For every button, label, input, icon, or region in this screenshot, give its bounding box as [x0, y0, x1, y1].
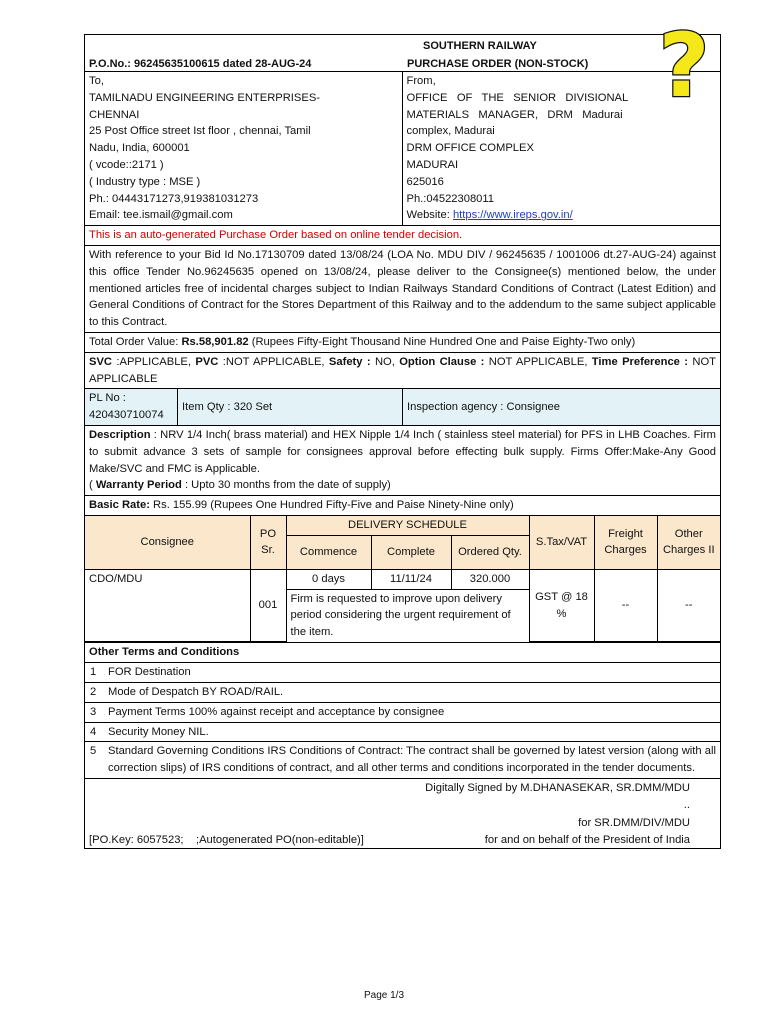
time-preference-value: NOT APPLICABLE: [89, 355, 716, 385]
to-line: To,: [89, 75, 104, 87]
header-ordered-qty: Ordered Qty.: [451, 535, 529, 569]
cell-complete: 11/11/24: [371, 569, 451, 589]
cell-consignee: CDO/MDU: [85, 569, 250, 642]
cell-stax: GST @ 18 %: [529, 569, 594, 642]
header-delivery-schedule: DELIVERY SCHEDULE: [286, 516, 529, 535]
auto-generated-notice: This is an auto-generated Purchase Order based on online tender decision.: [84, 226, 721, 246]
term-item: [84, 703, 721, 723]
svg-text:?: ?: [658, 20, 710, 110]
term-item: [84, 663, 721, 683]
pvc-value: :NOT APPLICABLE,: [218, 355, 329, 368]
warranty-text: : Upto 30 months from the date of supply): [181, 479, 391, 492]
item-quantity: Item Qty : 320 Set: [178, 389, 403, 425]
term-text: Security Money NIL.: [108, 725, 209, 738]
clauses-row: [84, 353, 721, 390]
total-label: Total Order Value:: [89, 335, 182, 348]
cell-commence: 0 days: [286, 569, 371, 589]
total-words: (Rupees Fifty-Eight Thousand Nine Hundred One and Paise Eighty-Two only): [248, 335, 636, 348]
question-mark-icon: [646, 20, 716, 110]
table-row: [85, 569, 720, 589]
term-number: 5: [90, 745, 97, 758]
po-key: [PO.Key: 6057523; ;Autogenerated PO(non-editable)]: [89, 833, 364, 846]
to-address: [85, 72, 403, 225]
option-clause-value: NOT APPLICABLE,: [484, 355, 592, 368]
time-preference-label: Time Preference :: [591, 355, 688, 368]
website-label: Website:: [406, 209, 453, 222]
header-complete: Complete: [371, 535, 451, 569]
to-line: CHENNAI: [89, 108, 140, 121]
po-number: P.O.No.: 96245635100615 dated 28-AUG-24: [89, 58, 312, 70]
pl-row: [84, 389, 721, 426]
header-po-sr: PO Sr.: [250, 516, 286, 569]
term-item: [84, 683, 721, 703]
term-text: FOR Destination: [108, 666, 191, 679]
safety-value: NO,: [370, 355, 400, 368]
term-number: 4: [90, 725, 97, 738]
cell-other-charges: --: [657, 569, 720, 642]
to-line: TAMILNADU ENGINEERING ENTERPRISES-: [89, 91, 321, 104]
basic-rate: [84, 496, 721, 516]
from-line: MATERIALS MANAGER, DRM Madurai: [406, 108, 623, 121]
to-line: ( vcode::2171 ): [89, 158, 164, 171]
svc-label: SVC: [89, 355, 113, 368]
header-commence: Commence: [286, 535, 371, 569]
delivery-schedule-table: [85, 516, 720, 642]
signature-for: for SR.DMM/DIV/MDU: [578, 816, 690, 829]
from-line: From,: [406, 75, 436, 87]
to-line: Nadu, India, 600001: [89, 142, 190, 155]
page-number: Page 1/3: [363, 990, 405, 1001]
to-email: Email: tee.ismail@gmail.com: [89, 209, 233, 222]
po-header: [84, 34, 721, 72]
digitally-signed-by: Digitally Signed by M.DHANASEKAR, SR.DMM/MDU: [425, 781, 690, 794]
warranty-open: (: [89, 479, 96, 492]
warranty-label: Warranty Period: [95, 479, 182, 492]
from-line: 625016: [406, 175, 444, 188]
signature-dots: ..: [683, 798, 690, 811]
description-block: [84, 426, 721, 496]
header-stax: S.Tax/VAT: [529, 516, 594, 569]
cell-ordered-qty: 320.000: [451, 569, 529, 589]
cell-freight: --: [594, 569, 657, 642]
website-link[interactable]: https://www.ireps.gov.in/: [452, 209, 573, 222]
term-number: 2: [90, 686, 97, 698]
header-freight: Freight Charges: [594, 516, 657, 569]
from-line: complex, Madurai: [406, 125, 495, 138]
total-amount: Rs.58,901.82: [181, 335, 249, 348]
inspection-agency: Inspection agency : Consignee: [407, 400, 560, 413]
term-text: Mode of Despatch BY ROAD/RAIL.: [108, 686, 284, 698]
description-label: Description: [89, 428, 151, 441]
to-line: Ph.: 04443171273,919381031273: [89, 192, 259, 205]
from-line: OFFICE OF THE SENIOR DIVISIONAL: [406, 91, 629, 104]
pvc-label: PVC: [195, 355, 219, 368]
term-text: Standard Governing Conditions IRS Conditions of Contract: The contract shall be governed by latest version (along with all correction slips) of IRS conditions of contract, and all other terms and conditions incorporated in the tender documents.: [108, 745, 716, 775]
from-line: Ph.:04522308011: [406, 192, 495, 205]
svc-value: :APPLICABLE,: [112, 355, 196, 368]
to-line: ( Industry type : MSE ): [89, 175, 201, 188]
header-other-charges: Other Charges II: [657, 516, 720, 569]
basic-rate-text: Rs. 155.99 (Rupees One Hundred Fifty-Five and Paise Ninety-Nine only): [149, 499, 514, 512]
delivery-schedule-section: [84, 516, 721, 642]
table-header-row: [85, 516, 720, 535]
to-line: 25 Post Office street Ist floor , chennai, Tamil: [89, 125, 311, 138]
cell-delivery-note: Firm is requested to improve upon delivery period considering the urgent requirement of the item.: [286, 589, 529, 642]
pl-number: PL No : 420430710074: [85, 389, 178, 425]
on-behalf-of: for and on behalf of the President of India: [484, 833, 690, 846]
signature-block: [84, 779, 721, 849]
description-text: : NRV 1/4 Inch( brass material) and HEX Nipple 1/4 Inch ( stainless steel material) for PFS in LHB Coaches. Firm to submit advance 3 sets of sample for consignees approval before effecting bulk supply. Firms Offer:Make-Any Good Make/SVC and FMC is Applicable.: [89, 428, 716, 475]
term-item: [84, 742, 721, 779]
term-text: Payment Terms 100% against receipt and acceptance by consignee: [108, 705, 445, 718]
term-number: 3: [90, 705, 97, 718]
purchase-order-document: [84, 34, 721, 849]
po-type: PURCHASE ORDER (NON-STOCK): [407, 58, 589, 70]
terms-title: Other Terms and Conditions: [84, 642, 721, 663]
from-line: MADURAI: [406, 158, 459, 171]
safety-label: Safety :: [328, 355, 371, 368]
from-line: DRM OFFICE COMPLEX: [406, 142, 534, 155]
option-clause-label: Option Clause :: [399, 355, 485, 368]
basic-rate-label: Basic Rate:: [89, 499, 150, 512]
cell-po-sr: 001: [250, 569, 286, 642]
header-consignee: Consignee: [85, 516, 250, 569]
total-order-value: [84, 333, 721, 353]
address-block: [84, 72, 721, 226]
railway-name: SOUTHERN RAILWAY: [423, 40, 537, 52]
term-item: [84, 723, 721, 743]
reference-paragraph: With reference to your Bid Id No.17130709 dated 13/08/24 (LOA No. MDU DIV / 96245635 / 1001006 dt.27-AUG-24) against this office Tender No.96245635 opened on 13/08/24, please deliver to the Consignee(s) mentioned below, the under mentioned articles free of incidental charges subject to Indian Railways Standard Conditions of Contract (Latest Edition) and General Conditions of Contract for the Stores Department of this Railway and to the addendum to the same subject applicable to this Contract.: [84, 246, 721, 333]
term-number: 1: [90, 666, 97, 679]
website-line: [407, 207, 717, 224]
